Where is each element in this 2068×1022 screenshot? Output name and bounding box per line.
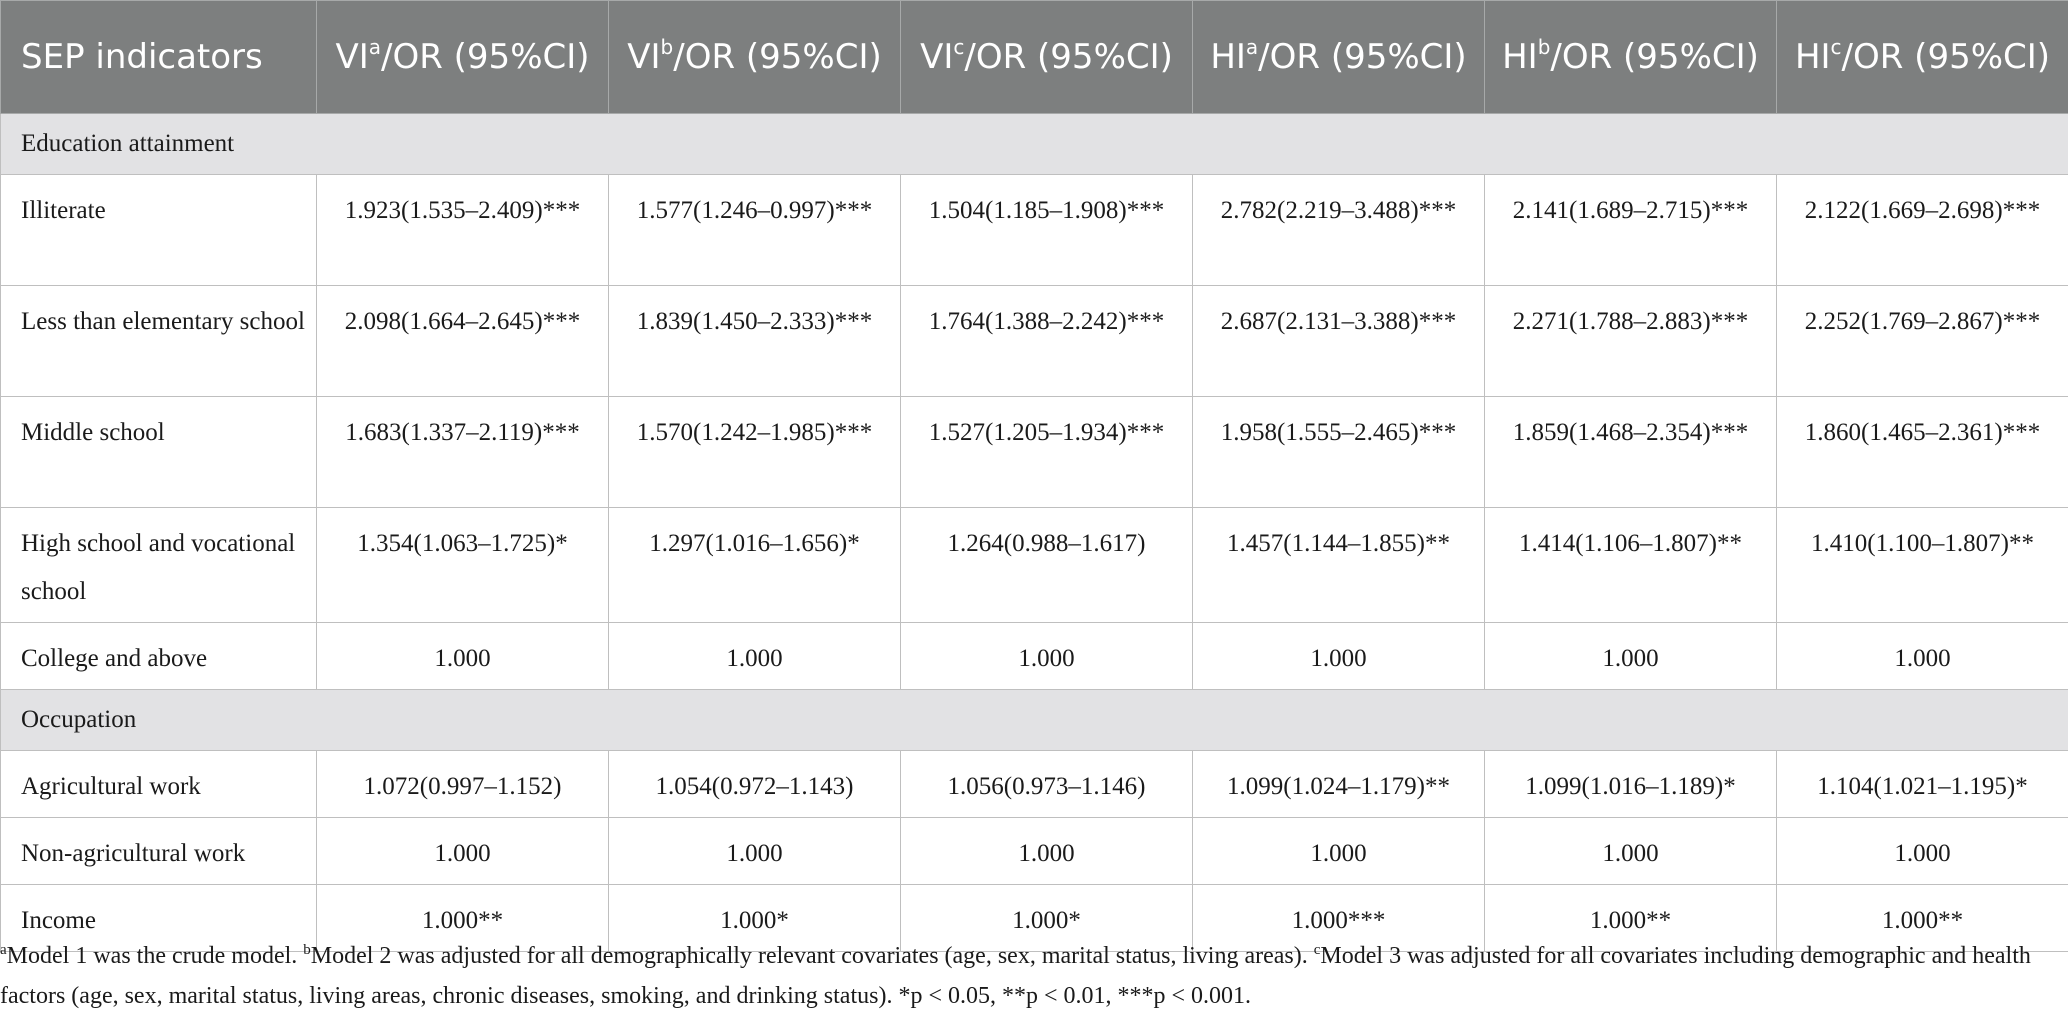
table-cell: 2.782(2.219–3.488)*** bbox=[1193, 175, 1485, 286]
header-row bbox=[1, 1, 2068, 114]
table-cell: 1.000 bbox=[901, 818, 1193, 885]
table-cell: 1.683(1.337–2.119)*** bbox=[317, 397, 609, 508]
footnote-marker-b: b bbox=[303, 942, 311, 958]
table-cell: 2.141(1.689–2.715)*** bbox=[1485, 175, 1777, 286]
footnote-significance: *p < 0.05, **p < 0.01, ***p < 0.001. bbox=[898, 983, 1252, 1009]
section-title: Education attainment bbox=[1, 114, 2068, 175]
table-cell: 1.000*** bbox=[1193, 885, 1485, 952]
table-cell: 1.859(1.468–2.354)*** bbox=[1485, 397, 1777, 508]
table-cell: 1.410(1.100–1.807)** bbox=[1777, 508, 2068, 623]
header-hi-model2: $HI^b/OR$ (95%CI) bbox=[1485, 1, 1777, 114]
table-cell: 1.000 bbox=[1485, 623, 1777, 690]
table-cell: 1.527(1.205–1.934)*** bbox=[901, 397, 1193, 508]
table-cell: 1.099(1.024–1.179)** bbox=[1193, 751, 1485, 818]
row-label: College and above bbox=[1, 623, 317, 690]
row-label: Income bbox=[1, 885, 317, 952]
header-vi-model1: $VI^a/OR$ (95%CI) bbox=[317, 1, 609, 114]
header-sep-indicators: SEP indicators bbox=[1, 1, 317, 114]
table-cell: 1.923(1.535–2.409)*** bbox=[317, 175, 609, 286]
table-cell: 1.054(0.972–1.143) bbox=[609, 751, 901, 818]
footnote-model1: Model 1 was the crude model. bbox=[6, 943, 304, 969]
table-row bbox=[1, 175, 2068, 286]
table-cell: 1.000 bbox=[1777, 623, 2068, 690]
table-row bbox=[1, 508, 2068, 623]
row-label: Agricultural work bbox=[1, 751, 317, 818]
table-row bbox=[1, 751, 2068, 818]
table-cell: 1.457(1.144–1.855)** bbox=[1193, 508, 1485, 623]
footnote-marker-a: a bbox=[0, 942, 7, 958]
row-label: High school and vocational school bbox=[1, 508, 317, 623]
table-row bbox=[1, 286, 2068, 397]
table-cell: 1.570(1.242–1.985)*** bbox=[609, 397, 901, 508]
table-cell: 1.000 bbox=[1193, 818, 1485, 885]
row-label: Non-agricultural work bbox=[1, 818, 317, 885]
table-cell: 2.122(1.669–2.698)*** bbox=[1777, 175, 2068, 286]
table-row bbox=[1, 397, 2068, 508]
table-cell: 1.000 bbox=[317, 818, 609, 885]
footnote-model3: Model 3 was adjusted for all covariates including demographic and health factors (age, sex, marital status, living areas, chronic diseases, smoking, and drinking status). bbox=[0, 943, 2031, 1009]
row-label: Illiterate bbox=[1, 175, 317, 286]
table-cell: 1.000** bbox=[1485, 885, 1777, 952]
table-cell: 1.072(0.997–1.152) bbox=[317, 751, 609, 818]
table-cell: 2.687(2.131–3.388)*** bbox=[1193, 286, 1485, 397]
row-label: Less than elementary school bbox=[1, 286, 317, 397]
table-row bbox=[1, 818, 2068, 885]
table-cell: 1.000 bbox=[609, 818, 901, 885]
table-cell: 1.414(1.106–1.807)** bbox=[1485, 508, 1777, 623]
table-cell: 1.504(1.185–1.908)*** bbox=[901, 175, 1193, 286]
header-vi-model2: $VI^b/OR$ (95%CI) bbox=[609, 1, 901, 114]
footnote-marker-c: c bbox=[1313, 942, 1321, 958]
header-hi-model3: $HI^c/OR$ (95%CI) bbox=[1777, 1, 2068, 114]
table-cell: 1.000** bbox=[1777, 885, 2068, 952]
table-cell: 1.000 bbox=[1193, 623, 1485, 690]
table-cell: 1.297(1.016–1.656)* bbox=[609, 508, 901, 623]
table-cell: 2.098(1.664–2.645)*** bbox=[317, 286, 609, 397]
table-footnote bbox=[0, 936, 2060, 1016]
table-cell: 1.000* bbox=[609, 885, 901, 952]
table-cell: 1.104(1.021–1.195)* bbox=[1777, 751, 2068, 818]
table-cell: 1.000* bbox=[901, 885, 1193, 952]
table-cell: 2.252(1.769–2.867)*** bbox=[1777, 286, 2068, 397]
table-cell: 1.839(1.450–2.333)*** bbox=[609, 286, 901, 397]
table-cell: 1.000 bbox=[609, 623, 901, 690]
table-cell: 1.764(1.388–2.242)*** bbox=[901, 286, 1193, 397]
table-cell: 1.577(1.246–0.997)*** bbox=[609, 175, 901, 286]
row-label: Middle school bbox=[1, 397, 317, 508]
footnote-model2: Model 2 was adjusted for all demographically relevant covariates (age, sex, marital status, living areas). bbox=[310, 943, 1314, 969]
table-cell: 2.271(1.788–2.883)*** bbox=[1485, 286, 1777, 397]
table-cell: 1.000 bbox=[317, 623, 609, 690]
header-hi-model1: $HI^a/OR$ (95%CI) bbox=[1193, 1, 1485, 114]
table-cell: 1.099(1.016–1.189)* bbox=[1485, 751, 1777, 818]
header-vi-model3: $VI^c/OR$ (95%CI) bbox=[901, 1, 1193, 114]
table-cell: 1.860(1.465–2.361)*** bbox=[1777, 397, 2068, 508]
table-cell: 1.000** bbox=[317, 885, 609, 952]
table-cell: 1.056(0.973–1.146) bbox=[901, 751, 1193, 818]
section-row-occupation bbox=[1, 690, 2068, 751]
table-cell: 1.000 bbox=[1777, 818, 2068, 885]
table-cell: 1.354(1.063–1.725)* bbox=[317, 508, 609, 623]
section-title: Occupation bbox=[1, 690, 2068, 751]
table-cell: 1.000 bbox=[901, 623, 1193, 690]
table-cell: 1.264(0.988–1.617) bbox=[901, 508, 1193, 623]
table-cell: 1.958(1.555–2.465)*** bbox=[1193, 397, 1485, 508]
section-row-education bbox=[1, 114, 2068, 175]
table-row bbox=[1, 623, 2068, 690]
table-cell: 1.000 bbox=[1485, 818, 1777, 885]
